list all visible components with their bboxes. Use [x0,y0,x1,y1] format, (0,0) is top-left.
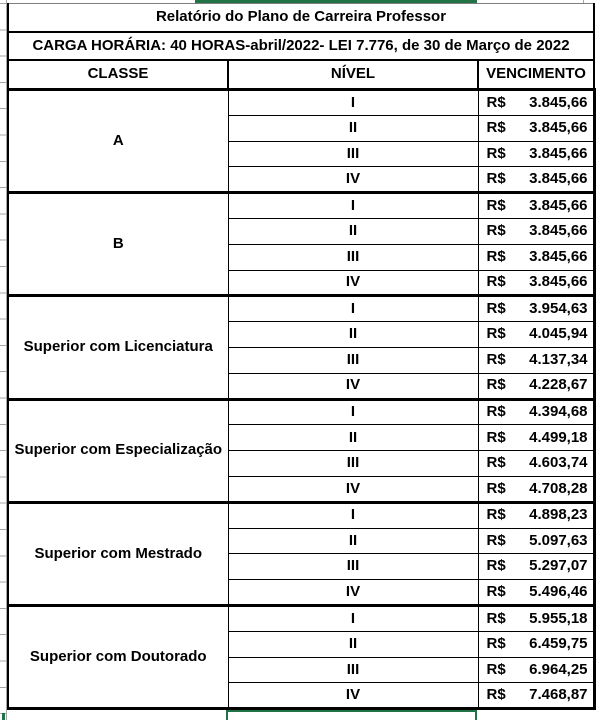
currency-symbol: R$ [486,376,506,394]
vencimento-cell[interactable] [478,399,594,425]
subtitle-row [8,32,594,60]
vencimento-cell[interactable] [478,502,594,528]
currency-symbol: R$ [486,93,506,111]
vencimento-cell[interactable] [478,476,594,502]
currency-symbol: R$ [486,531,506,549]
title-row [8,4,594,33]
vencimento-cell[interactable] [478,683,594,709]
nivel-cell[interactable]: III [228,141,478,167]
currency-symbol: R$ [486,196,506,214]
selection-border-bottom-right [475,710,477,720]
vencimento-cell[interactable] [478,167,594,193]
nivel-cell[interactable]: II [228,115,478,141]
vencimento-cell[interactable] [478,373,594,399]
classe-cell[interactable]: Superior com Mestrado [8,502,228,605]
amount-value: 7.468,87 [529,685,588,703]
currency-symbol: R$ [486,634,506,652]
table-row [8,90,594,116]
classe-cell[interactable]: Superior com Doutorado [8,605,228,708]
currency-symbol: R$ [486,479,506,497]
nivel-cell[interactable]: IV [228,476,478,502]
currency-symbol: R$ [486,222,506,240]
nivel-cell[interactable]: II [228,631,478,657]
vencimento-cell[interactable] [478,115,594,141]
nivel-cell[interactable]: IV [228,683,478,709]
vencimento-cell[interactable] [478,141,594,167]
vencimento-cell[interactable] [478,657,594,683]
nivel-cell[interactable]: III [228,244,478,270]
amount-value: 4.499,18 [529,428,588,446]
currency-symbol: R$ [486,144,506,162]
amount-value: 4.045,94 [529,325,588,343]
nivel-cell[interactable]: III [228,451,478,477]
nivel-cell[interactable]: II [228,528,478,554]
table-row [8,399,594,425]
amount-value: 4.708,28 [529,479,588,497]
amount-value: 3.845,66 [529,222,588,240]
nivel-cell[interactable]: III [228,657,478,683]
currency-symbol: R$ [486,609,506,627]
nivel-cell[interactable]: IV [228,270,478,296]
amount-value: 3.845,66 [529,144,588,162]
classe-cell[interactable]: Superior com Especialização [8,399,228,502]
amount-value: 4.228,67 [529,376,588,394]
selection-border-bottom [227,710,477,712]
classe-cell[interactable]: Superior com Licenciatura [8,296,228,399]
nivel-cell[interactable]: I [228,193,478,219]
currency-symbol: R$ [486,170,506,188]
vencimento-cell[interactable] [478,425,594,451]
nivel-cell[interactable]: III [228,554,478,580]
table-row [8,502,594,528]
table-row [8,193,594,219]
amount-value: 5.955,18 [529,609,588,627]
amount-value: 3.845,66 [529,118,588,136]
currency-symbol: R$ [486,403,506,421]
nivel-cell[interactable]: I [228,296,478,322]
amount-value: 4.603,74 [529,454,588,472]
amount-value: 6.964,25 [529,660,588,678]
nivel-cell[interactable]: II [228,218,478,244]
vencimento-cell[interactable] [478,193,594,219]
amount-value: 4.898,23 [529,506,588,524]
nivel-cell[interactable]: I [228,90,478,116]
nivel-cell[interactable]: II [228,425,478,451]
amount-value: 5.097,63 [529,531,588,549]
vencimento-cell[interactable] [478,605,594,631]
amount-value: 3.845,66 [529,93,588,111]
nivel-cell[interactable]: II [228,322,478,348]
amount-value: 3.845,66 [529,273,588,291]
vencimento-cell[interactable] [478,90,594,116]
currency-symbol: R$ [486,300,506,318]
nivel-cell[interactable]: IV [228,373,478,399]
currency-symbol: R$ [486,118,506,136]
vencimento-cell[interactable] [478,322,594,348]
nivel-cell[interactable]: III [228,347,478,373]
currency-symbol: R$ [486,582,506,600]
amount-value: 5.297,07 [529,557,588,575]
nivel-cell[interactable]: IV [228,580,478,606]
vencimento-cell[interactable] [478,580,594,606]
report-title[interactable]: Relatório do Plano de Carreira Professor [8,4,594,33]
salary-table [7,3,596,710]
vencimento-cell[interactable] [478,631,594,657]
amount-value: 3.845,66 [529,170,588,188]
salary-table-body [8,4,594,709]
currency-symbol: R$ [486,351,506,369]
vencimento-cell[interactable] [478,270,594,296]
vencimento-cell[interactable] [478,451,594,477]
amount-value: 5.496,46 [529,582,588,600]
currency-symbol: R$ [486,273,506,291]
nivel-cell[interactable]: I [228,399,478,425]
amount-value: 6.459,75 [529,634,588,652]
report-subtitle[interactable]: CARGA HORÁRIA: 40 HORAS-abril/2022- LEI 7.776, de 30 de Março de 2022 [8,32,594,60]
currency-symbol: R$ [486,557,506,575]
vencimento-cell[interactable] [478,218,594,244]
column-header-vencimento[interactable]: VENCIMENTO [478,60,594,90]
vencimento-cell[interactable] [478,554,594,580]
vencimento-cell[interactable] [478,244,594,270]
currency-symbol: R$ [486,325,506,343]
currency-symbol: R$ [486,454,506,472]
currency-symbol: R$ [486,428,506,446]
nivel-cell[interactable]: IV [228,167,478,193]
spreadsheet-gridline-strip [0,0,7,720]
vencimento-cell[interactable] [478,528,594,554]
currency-symbol: R$ [486,506,506,524]
selection-border-bottom-left [226,710,228,720]
nivel-cell[interactable]: I [228,605,478,631]
selection-nub [2,713,5,720]
column-header-nivel[interactable]: NÍVEL [228,60,478,90]
column-header-classe[interactable]: CLASSE [8,60,228,90]
currency-symbol: R$ [486,660,506,678]
amount-value: 3.845,66 [529,196,588,214]
currency-symbol: R$ [486,247,506,265]
amount-value: 3.845,66 [529,247,588,265]
vencimento-cell[interactable] [478,296,594,322]
classe-cell[interactable]: B [8,193,228,296]
nivel-cell[interactable]: I [228,502,478,528]
vencimento-cell[interactable] [478,347,594,373]
amount-value: 4.137,34 [529,351,588,369]
amount-value: 4.394,68 [529,403,588,421]
table-row [8,296,594,322]
currency-symbol: R$ [486,685,506,703]
classe-cell[interactable]: A [8,90,228,193]
table-row [8,605,594,631]
amount-value: 3.954,63 [529,300,588,318]
header-row [8,60,594,90]
